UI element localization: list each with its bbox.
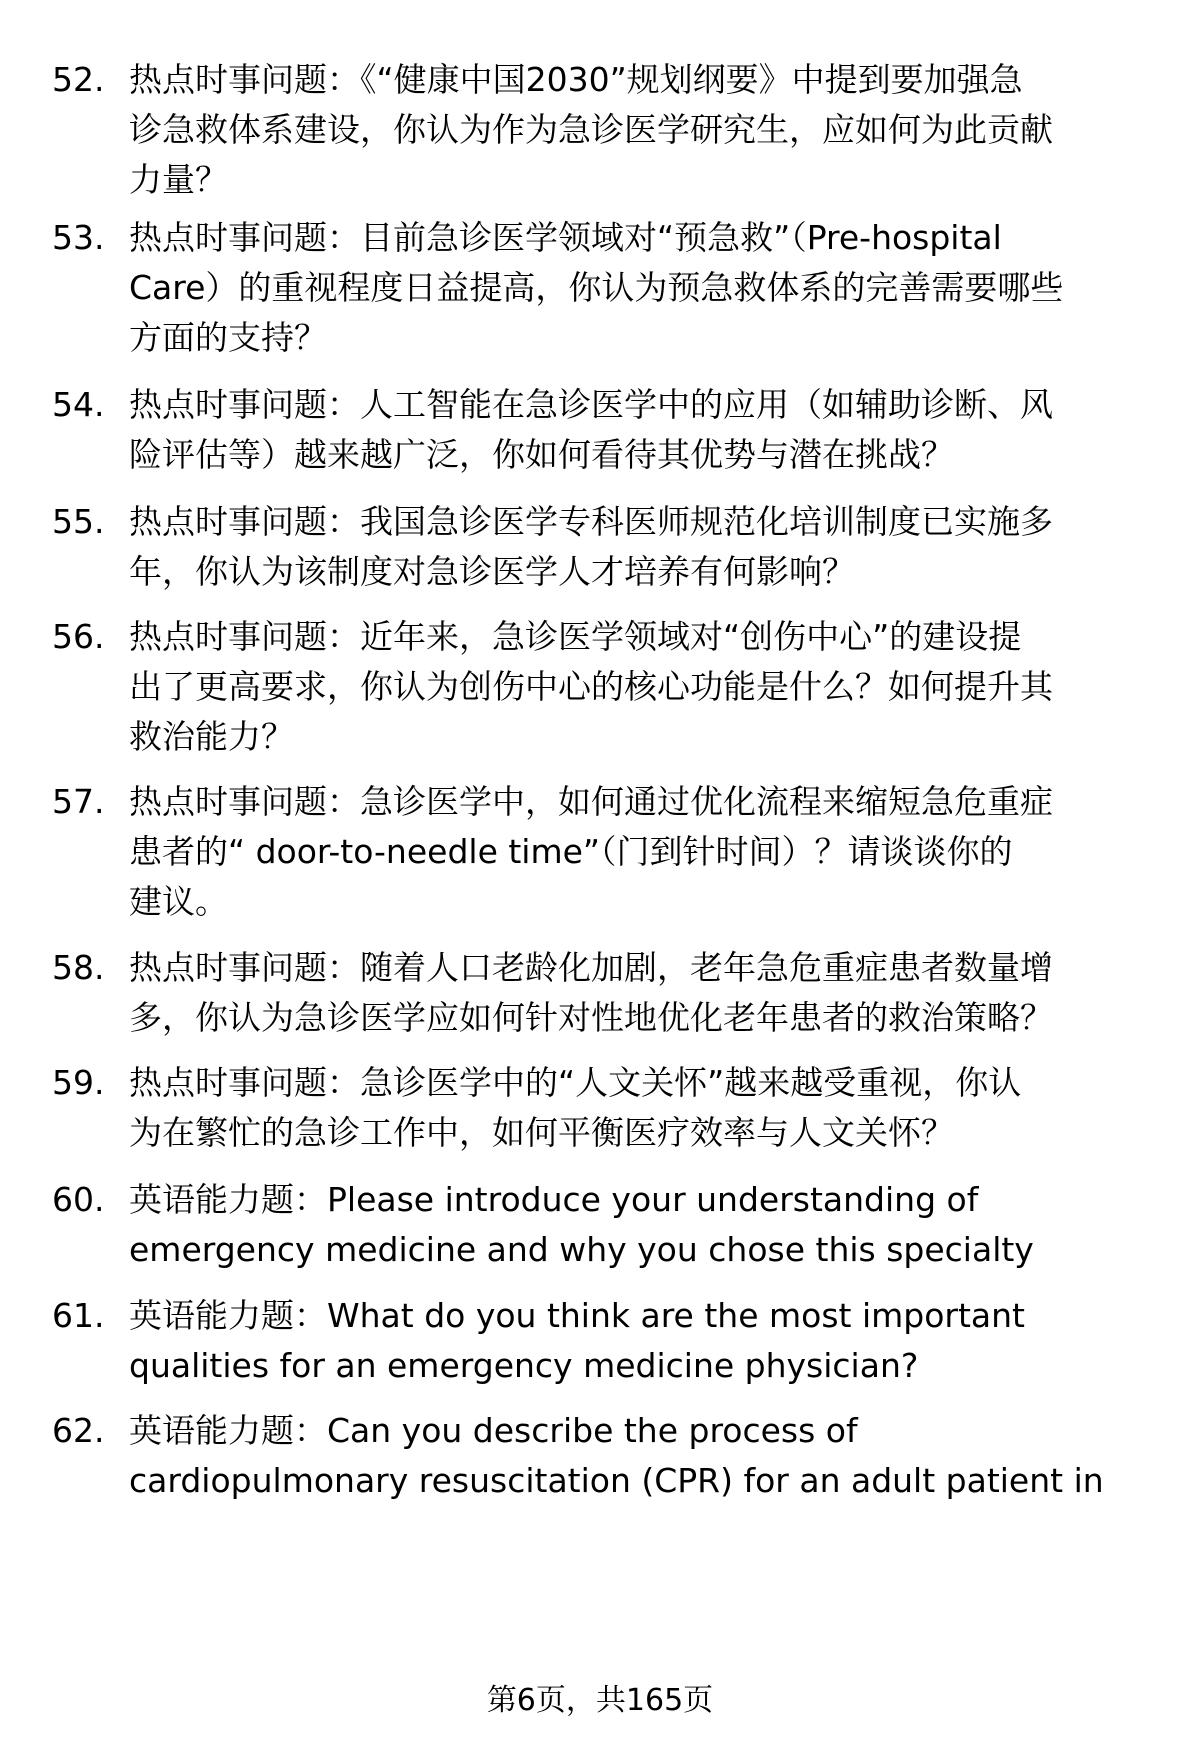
question-number: 53. [52,218,105,257]
question-text: 热点时事问题：随着人口老龄化加剧，老年急危重症患者数量增 多，你认为急诊医学应如何针对性地优化老年患者的救治策略？ [129,948,1053,1037]
question-number: 61. [52,1296,105,1335]
question-text: 热点时事问题：《“健康中国2030”规划纲要》中提到要加强急 诊急救体系建设，你认为作为急诊医学研究生，应如何为此贡献 力量？ [129,60,1053,199]
question-number: 55. [52,502,105,541]
question-number: 54. [52,385,105,424]
question-text: 热点时事问题：近年来，急诊医学领域对“创伤中心”的建设提 出了更高要求，你认为创伤中心的核心功能是什么？如何提升其 救治能力？ [129,617,1053,756]
question-text: 英语能力题：What do you think are the most important qualities for an emergency medicine physician? [129,1296,1025,1385]
page-footer: 第6页，共165页 [486,1683,714,1718]
question-number: 58. [52,948,105,987]
question-text: 热点时事问题：我国急诊医学专科医师规范化培训制度已实施多 年，你认为该制度对急诊医学人才培养有何影响？ [129,502,1053,591]
question-number: 60. [52,1180,105,1219]
question-text: 热点时事问题：目前急诊医学领域对“预急救”（Pre-hospital Care）的重视程度日益提高，你认为预急救体系的完善需要哪些 方面的支持？ [129,218,1064,357]
question-text: 英语能力题：Please introduce your understanding of emergency medicine and why you chose this specialty [129,1180,1034,1269]
question-text: 热点时事问题：人工智能在急诊医学中的应用（如辅助诊断、风 险评估等）越来越广泛，你如何看待其优势与潜在挑战？ [129,385,1053,474]
question-number: 57. [52,782,105,821]
question-number: 62. [52,1411,105,1450]
question-number: 59. [52,1063,105,1102]
question-number: 56. [52,617,105,656]
question-text: 热点时事问题：急诊医学中的“人文关怀”越来越受重视，你认 为在繁忙的急诊工作中，如何平衡医疗效率与人文关怀？ [129,1063,1022,1152]
question-text: 英语能力题：Can you describe the process of cardiopulmonary resuscitation (CPR) for an adult patient in [129,1411,1104,1500]
question-number: 52. [52,60,105,99]
question-text: 热点时事问题：急诊医学中，如何通过优化流程来缩短急危重症 患者的“ door-to-needle time”（门到针时间）？请谈谈你的 建议。 [129,782,1053,921]
